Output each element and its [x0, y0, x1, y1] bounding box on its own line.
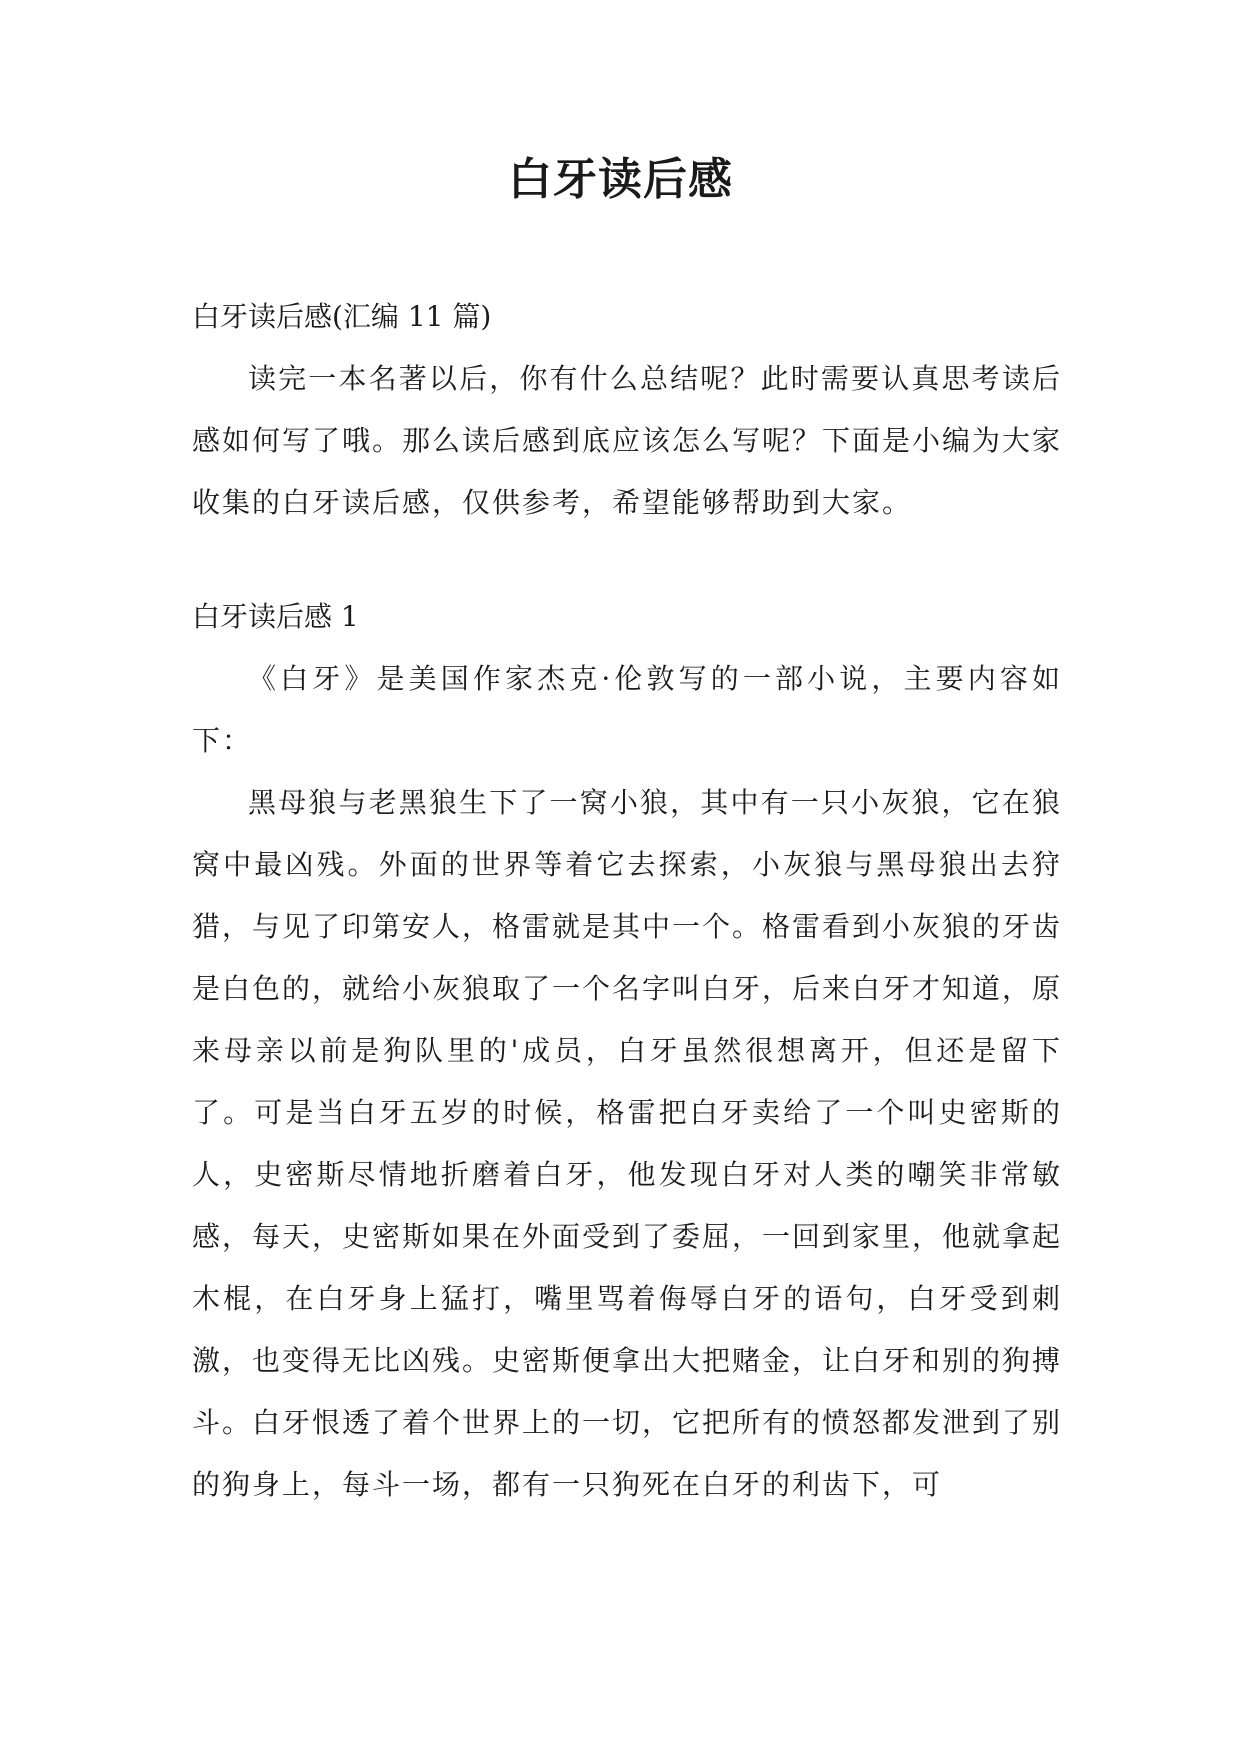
section-1-heading: 白牙读后感 1 — [192, 600, 359, 633]
collection-heading: 白牙读后感(汇编 11 篇) — [192, 300, 492, 333]
document-body — [192, 286, 1062, 1516]
section-1-paragraph: 《白牙》是美国作家杰克·伦敦写的一部小说，主要内容如下： — [192, 662, 1062, 757]
section-1-paragraph: 黑母狼与老黑狼生下了一窝小狼，其中有一只小灰狼，它在狼窝中最凶残。外面的世界等着它去探索，小灰狼与黑母狼出去狩猎，与见了印第安人，格雷就是其中一个。格雷看到小灰狼的牙齿是白色的，就给小灰狼取了一个名字叫白牙，后来白牙才知道，原来母亲以前是狗队里的'成员，白牙虽然很想离开，但还是留下了。可是当白牙五岁的时候，格雷把白牙卖给了一个叫史密斯的人，史密斯尽情地折磨着白牙，他发现白牙对人类的嘲笑非常敏感，每天，史密斯如果在外面受到了委屈，一回到家里，他就拿起木棍，在白牙身上猛打，嘴里骂着侮辱白牙的语句，白牙受到刺激，也变得无比凶残。史密斯便拿出大把赌金，让白牙和别的狗搏斗。白牙恨透了着个世界上的一切，它把所有的愤怒都发泄到了别的狗身上，每斗一场，都有一只狗死在白牙的利齿下，可 — [192, 786, 1063, 1501]
section-spacer — [192, 534, 1062, 586]
intro-paragraph: 读完一本名著以后，你有什么总结呢？此时需要认真思考读后感如何写了哦。那么读后感到底应该怎么写呢？下面是小编为大家收集的白牙读后感，仅供参考，希望能够帮助到大家。 — [192, 362, 1063, 519]
document-title: 白牙读后感 — [508, 154, 733, 205]
